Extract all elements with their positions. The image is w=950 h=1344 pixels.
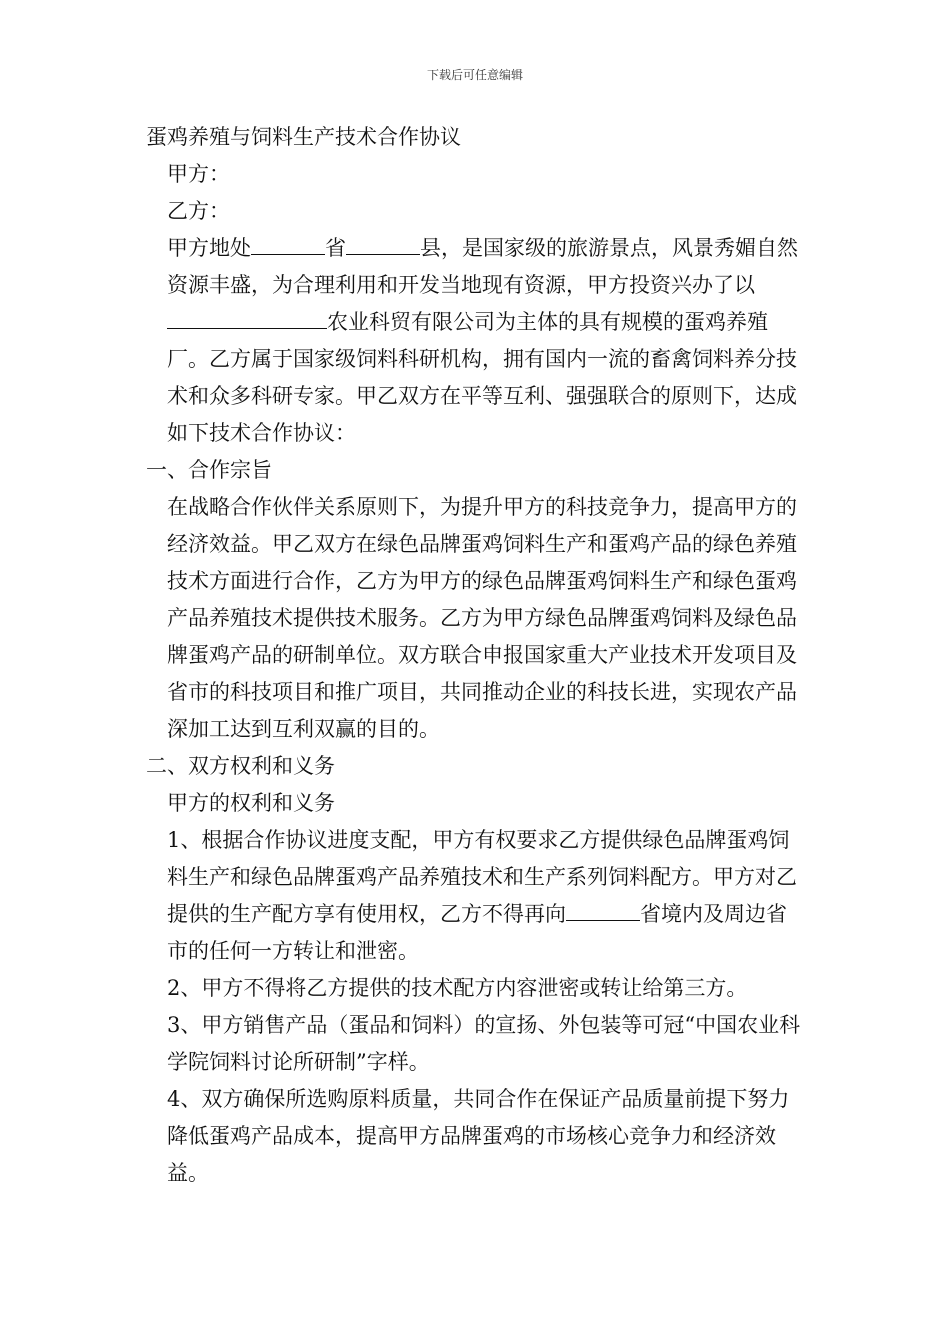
clause-1-text-1: 1、根据合作协议进度支配，甲方有权要求乙方提供绿色品牌蛋鸡饲料生产和绿色品牌蛋鸡产品养殖技术和生产系列饲料配方。甲方对乙提供的生产配方享有使用权，乙方不得再向	[167, 828, 797, 926]
clause-3: 3、甲方销售产品（蛋品和饲料）的宣扬、外包装等可冠“中国农业科学院饲料讨论所研制”字样。	[167, 1013, 801, 1074]
clause-2: 2、甲方不得将乙方提供的技术配方内容泄密或转让给第三方。	[167, 976, 748, 1000]
clause-1-text-2: 省境内及周边省市的任何一方转让和泄密。	[167, 902, 787, 963]
intro-text-2: 省	[325, 236, 346, 260]
company-blank	[167, 310, 327, 329]
document-title: 蛋鸡养殖与饲料生产技术合作协议	[146, 125, 461, 149]
intro-text-1: 甲方地处	[167, 236, 251, 260]
party-a-line: 甲方：	[167, 162, 230, 186]
intro-paragraph	[146, 230, 806, 452]
section-2-subheading: 甲方的权利和义务	[167, 791, 335, 815]
document-body	[146, 119, 806, 1192]
clause-1	[146, 822, 806, 970]
header-note: 下载后可任意编辑	[426, 68, 523, 82]
province-blank	[251, 236, 325, 255]
intro-text-3: 县，是国家级的旅游景点，风景秀媚自然资源丰盛，为合理利用和开发当地现有资源，甲方投资兴办了以	[167, 236, 798, 297]
section-2-heading: 二、双方权利和义务	[146, 754, 335, 778]
clause-1-blank	[566, 902, 640, 921]
section-1-heading: 一、合作宗旨	[146, 458, 272, 482]
party-b-line: 乙方：	[167, 199, 230, 223]
clause-4: 4、双方确保所选购原料质量，共同合作在保证产品质量前提下努力降低蛋鸡产品成本，提高甲方品牌蛋鸡的市场核心竞争力和经济效益。	[167, 1087, 790, 1185]
intro-text-4: 农业科贸有限公司为主体的具有规模的蛋鸡养殖厂。乙方属于国家级饲料科研机构，拥有国内一流的畜禽饲料养分技术和众多科研专家。甲乙双方在平等互利、强强联合的原则下，达成如下技术合作协议：	[167, 310, 797, 445]
section-1-paragraph: 在战略合作伙伴关系原则下，为提升甲方的科技竞争力，提高甲方的经济效益。甲乙双方在绿色品牌蛋鸡饲料生产和蛋鸡产品的绿色养殖技术方面进行合作，乙方为甲方的绿色品牌蛋鸡饲料生产和绿色蛋鸡产品养殖技术提供技术服务。乙方为甲方绿色品牌蛋鸡饲料及绿色品牌蛋鸡产品的研制单位。双方联合申报国家重大产业技术开发项目及省市的科技项目和推广项目，共同推动企业的科技长进，实现农产品深加工达到互利双赢的目的。	[167, 495, 797, 741]
county-blank	[346, 236, 420, 255]
